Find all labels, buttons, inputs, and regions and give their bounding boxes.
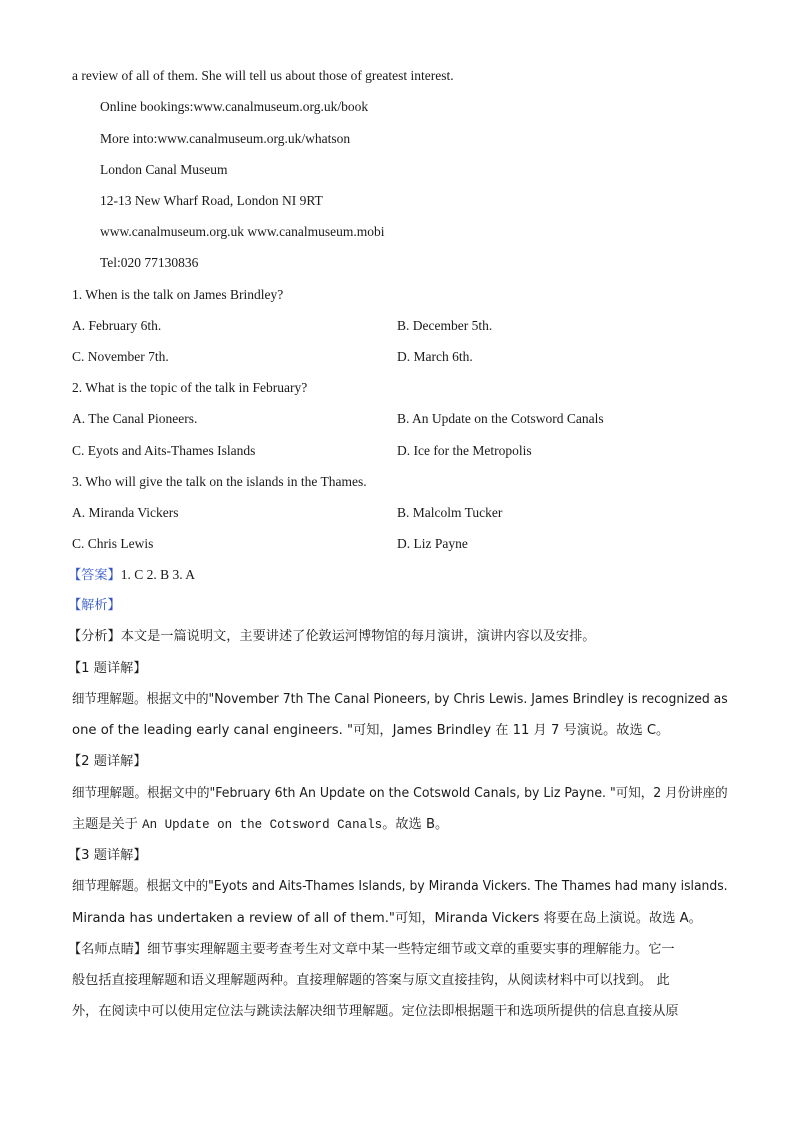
summary-label: 【分析】 <box>68 629 121 644</box>
detail-1-label: 【1 题详解】 <box>68 661 147 676</box>
museum-address: 12-13 New Wharf Road, London NI 9RT <box>100 193 323 208</box>
question-3-option-d: D. Liz Payne <box>397 536 468 551</box>
bookings-line: Online bookings:www.canalmuseum.org.uk/book <box>100 99 369 114</box>
teacher-tip-line-1 <box>68 940 675 960</box>
teacher-tip-text-1: 细节事实理解题主要考查考生对文章中某一些特定细节或文章的重要实事的理解能力。它一 <box>147 942 675 957</box>
intro-text: a review of all of them. She will tell us about those of greatest interest. <box>72 68 454 83</box>
teacher-tip-line-2: 般包括直接理解题和语义理解题两种。直接理解题的答案与原文直接挂钩，从阅读材料中可以找到。 此 <box>72 973 670 988</box>
question-2-option-b: B. An Update on the Cotsword Canals <box>397 411 604 426</box>
question-1-stem: 1. When is the talk on James Brindley? <box>72 287 284 302</box>
question-2-stem: 2. What is the topic of the talk in February? <box>72 380 308 395</box>
detail-2-line-2-post: 。故选 B。 <box>382 817 449 832</box>
question-2-option-a: A. The Canal Pioneers. <box>72 411 198 426</box>
detail-1-line-2: one of the leading early canal engineers. "可知，James Brindley 在 11 月 7 号演说。故选 C。 <box>72 723 670 738</box>
question-3-option-c: C. Chris Lewis <box>72 536 154 551</box>
question-3-option-b: B. Malcolm Tucker <box>397 505 503 520</box>
question-1-option-a: A. February 6th. <box>72 318 162 333</box>
detail-3-label: 【3 题详解】 <box>68 848 147 863</box>
detail-3-line-2: Miranda has undertaken a review of all of them."可知，Miranda Vickers 将要在岛上演说。故选 A。 <box>72 911 702 926</box>
teacher-tip-label: 【名师点睛】 <box>68 942 148 957</box>
question-3-option-a: A. Miranda Vickers <box>72 505 179 520</box>
museum-websites: www.canalmuseum.org.uk www.canalmuseum.mobi <box>100 224 385 239</box>
detail-2-line-1: 细节理解题。根据文中的"February 6th An Update on the Cotswold Canals, by Liz Payne. "可知，2 月份讲座的 <box>72 786 728 801</box>
detail-1-line-1: 细节理解题。根据文中的"November 7th The Canal Pioneers, by Chris Lewis. James Brindley is recognized as <box>72 692 728 707</box>
question-2-option-d: D. Ice for the Metropolis <box>397 443 532 458</box>
answer-line <box>68 565 195 586</box>
summary-line <box>68 627 596 647</box>
detail-3-line-1: 细节理解题。根据文中的"Eyots and Aits-Thames Islands, by Miranda Vickers. The Thames had many islands. <box>72 879 728 894</box>
museum-name: London Canal Museum <box>100 162 228 177</box>
question-3-stem: 3. Who will give the talk on the islands in the Thames. <box>72 474 367 489</box>
detail-2-line-2 <box>72 815 448 835</box>
museum-tel: Tel:020 77130836 <box>100 255 199 270</box>
question-1-option-c: C. November 7th. <box>72 349 169 364</box>
answer-text: 1. C 2. B 3. A <box>120 567 196 582</box>
more-info-line: More into:www.canalmuseum.org.uk/whatson <box>100 131 351 146</box>
teacher-tip-line-3: 外，在阅读中可以使用定位法与跳读法解决细节理解题。定位法即根据题干和选项所提供的信息直接从原 <box>72 1004 679 1019</box>
question-1-option-d: D. March 6th. <box>397 349 473 364</box>
detail-2-topic-code: An Update on the Cotsword Canals <box>142 818 383 832</box>
detail-2-label: 【2 题详解】 <box>68 754 147 769</box>
question-1-option-b: B. December 5th. <box>397 318 493 333</box>
detail-2-line-2-pre: 主题是关于 <box>72 817 143 832</box>
summary-text: 本文是一篇说明文，主要讲述了伦敦运河博物馆的每月演讲，演讲内容以及安排。 <box>120 629 596 644</box>
analysis-label: 【解析】 <box>68 598 121 613</box>
answer-label: 【答案】 <box>68 568 121 583</box>
question-2-option-c: C. Eyots and Aits-Thames Islands <box>72 443 256 458</box>
